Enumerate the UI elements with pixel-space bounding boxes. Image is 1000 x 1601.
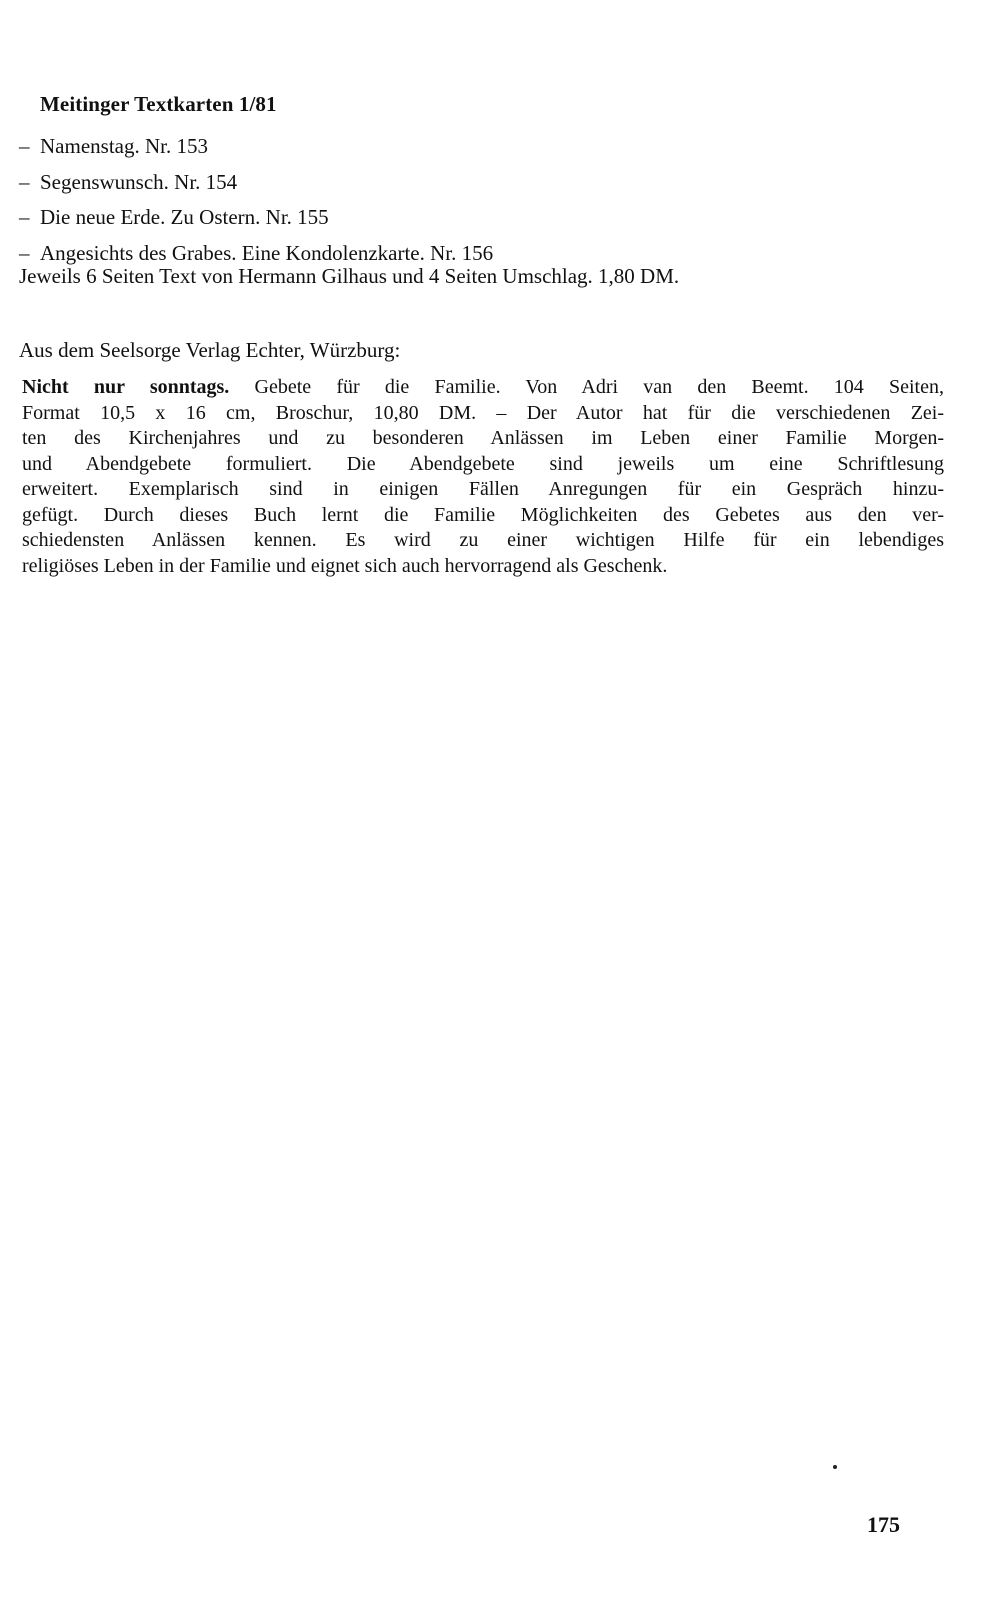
list-item: [19, 241, 493, 266]
review-line: gefügt. Durch dieses Buch lernt die Familie Möglichkeiten des Gebetes aus den ver-: [22, 503, 944, 526]
review-title: Nicht nur sonntags.: [22, 376, 230, 398]
product-details: Jeweils 6 Seiten Text von Hermann Gilhaus und 4 Seiten Umschlag. 1,80 DM.: [19, 264, 680, 288]
review-line: ten des Kirchenjahres und zu besonderen Anlässen im Leben einer Familie Morgen-: [22, 427, 944, 449]
review-line: [22, 375, 944, 401]
printing-dot: [833, 1465, 837, 1469]
list-item: [19, 134, 208, 159]
review-line-text: Gebete für die Familie. Von Adri van den Beemt. 104 Seiten,: [229, 376, 944, 398]
list-item-text: Namenstag. Nr. 153: [40, 134, 208, 158]
list-dash: –: [19, 134, 30, 158]
list-dash: –: [19, 170, 30, 194]
publisher-line: Aus dem Seelsorge Verlag Echter, Würzburg:: [19, 338, 401, 362]
review-line: Format 10,5 x 16 cm, Broschur, 10,80 DM. – Der Autor hat für die verschiedenen Zei-: [22, 401, 944, 424]
book-review: [22, 375, 944, 579]
page-number: 175: [867, 1512, 900, 1537]
review-line: erweitert. Exemplarisch sind in einigen Fällen Anregungen für ein Gespräch hinzu-: [22, 478, 944, 500]
list-item-text: Segenswunsch. Nr. 154: [40, 170, 238, 194]
review-line: religiöses Leben in der Familie und eignet sich auch hervorragend als Geschenk.: [22, 554, 668, 577]
section-heading: Meitinger Textkarten 1/81: [40, 92, 277, 116]
list-dash: –: [19, 205, 30, 229]
review-line: schiedensten Anlässen kennen. Es wird zu einer wichtigen Hilfe für ein lebendiges: [22, 529, 944, 551]
list-item-text: Die neue Erde. Zu Ostern. Nr. 155: [40, 205, 329, 229]
list-item: [19, 205, 329, 230]
review-line: und Abendgebete formuliert. Die Abendgebete sind jeweils um eine Schriftlesung: [22, 452, 944, 475]
list-item: [19, 170, 237, 195]
list-dash: –: [19, 241, 30, 265]
list-item-text: Angesichts des Grabes. Eine Kondolenzkarte. Nr. 156: [40, 241, 494, 265]
